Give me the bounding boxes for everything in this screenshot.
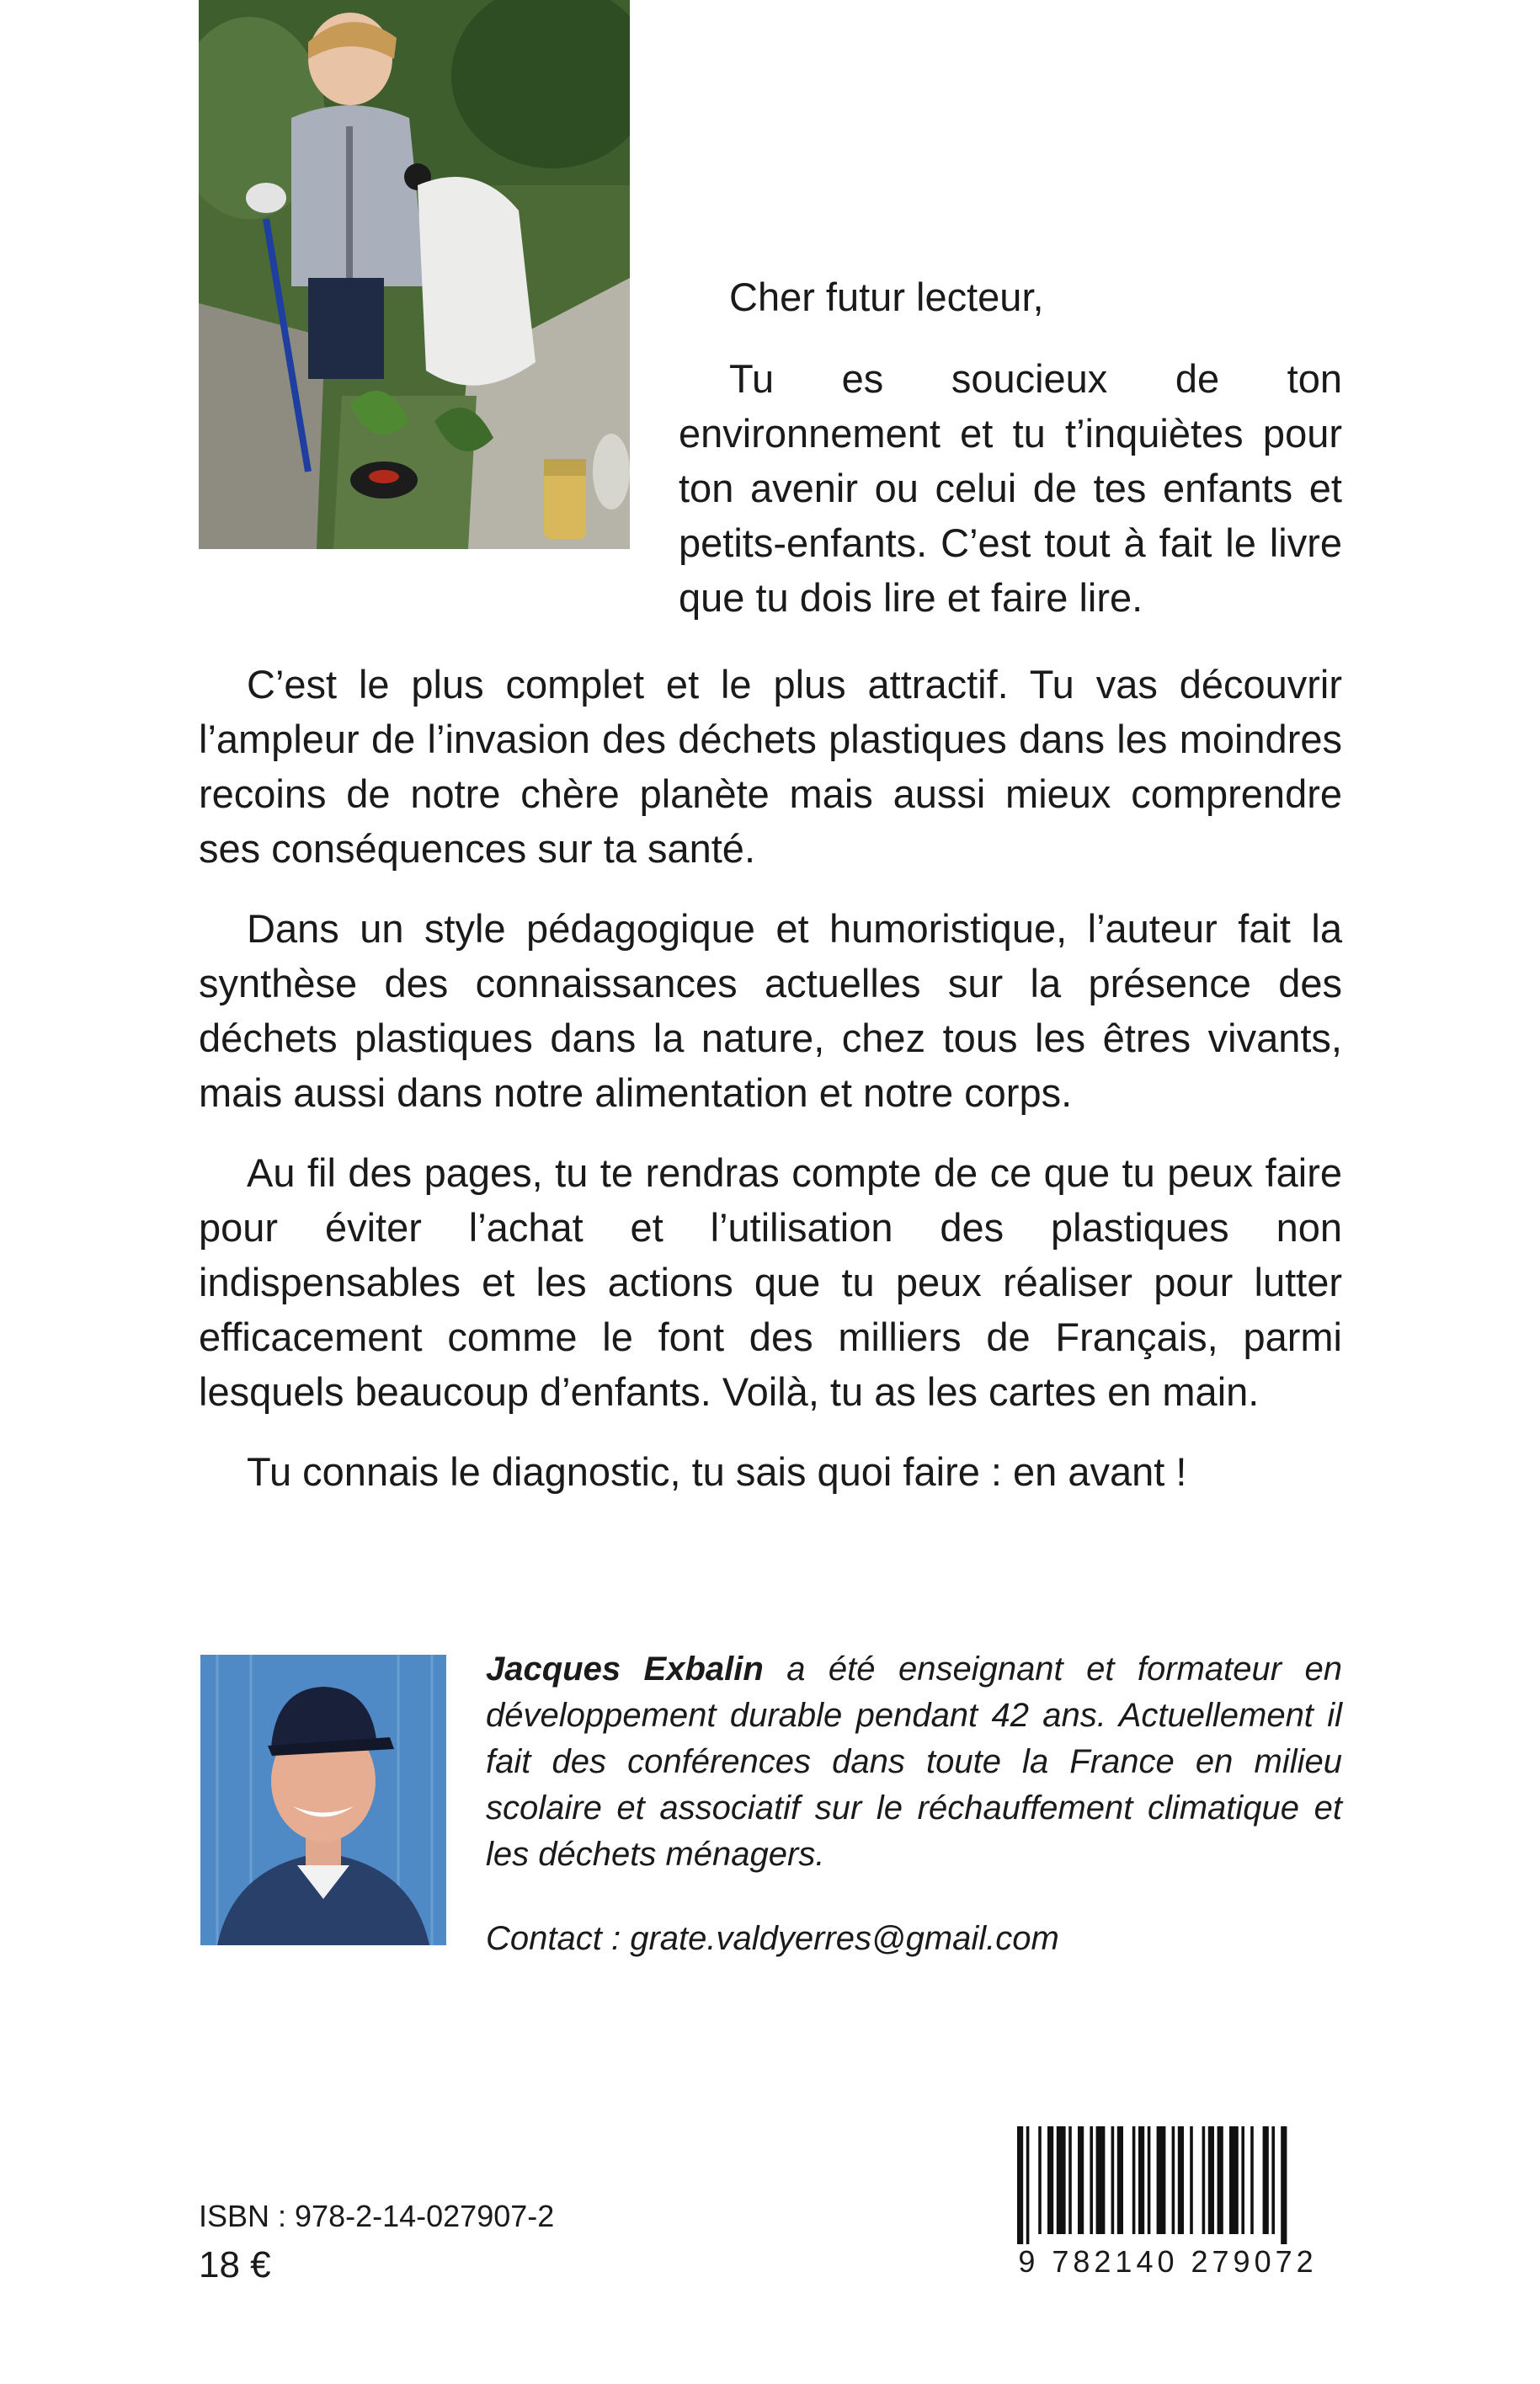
author-photo-illustration <box>200 1655 446 1945</box>
author-bio <box>486 1646 1342 1878</box>
barcode-bar <box>1281 2126 1287 2244</box>
barcode-bar <box>1017 2126 1023 2244</box>
barcode-bar <box>1263 2126 1269 2234</box>
barcode-bars <box>994 2126 1342 2244</box>
barcode-bar <box>1229 2126 1239 2234</box>
barcode-bar <box>1271 2126 1275 2234</box>
blurb-text <box>199 657 1342 1524</box>
greeting: Cher futur lecteur, <box>729 275 1044 319</box>
child-collecting-trash-photo <box>199 0 630 549</box>
barcode-bar <box>1178 2126 1184 2234</box>
barcode-bar <box>1148 2126 1151 2234</box>
barcode-bar <box>1172 2126 1175 2234</box>
price: 18 € <box>199 2244 271 2285</box>
barcode-bar <box>1078 2126 1084 2234</box>
barcode-bar <box>1190 2126 1193 2234</box>
barcode-bar <box>1241 2126 1244 2234</box>
intro-paragraph: Tu es soucieux de ton environnement et tu t’inquiètes pour ton avenir ou celui de tes enfants et petits-enfants. C’est tout à fait le livre que tu dois lire et faire lire. <box>679 356 1342 620</box>
author-bio-paragraph <box>486 1646 1342 1878</box>
blurb-paragraph-1: C’est le plus complet et le plus attractif. Tu vas découvrir l’ampleur de l’invasion des déchets plastiques dans les moindres recoins de notre chère planète mais aussi mieux comprendre ses conséquences sur ta santé. <box>199 662 1342 871</box>
blurb-paragraph-4: Tu connais le diagnostic, tu sais quoi faire : en avant ! <box>247 1449 1187 1494</box>
barcode-bar <box>1047 2126 1053 2234</box>
barcode-bar <box>1038 2126 1042 2234</box>
blurb-paragraph-2: Dans un style pédagogique et humoristique, l’auteur fait la synthèse des connaissances actuelles sur la présence des déchets plastiques dans la nature, chez tous les êtres vivants, mais aussi dans notre alimentation et notre corps. <box>199 906 1342 1115</box>
author-photo <box>200 1655 446 1945</box>
barcode-bar <box>1111 2126 1115 2234</box>
blurb-paragraph-3: Au fil des pages, tu te rendras compte de ce que tu peux faire pour éviter l’achat et l’utilisation des plastiques non indispensables et les actions que tu peux réaliser pour lutter efficacement comme le font des milliers de Français, parmi lesquels beaucoup d’enfants. Voilà, tu as les cartes en main. <box>199 1150 1342 1414</box>
barcode-bar <box>1208 2126 1214 2234</box>
author-name: Jacques Exbalin <box>486 1651 764 1688</box>
barcode-bar <box>1157 2126 1166 2234</box>
barcode-bar <box>1117 2126 1123 2234</box>
intro-block <box>679 269 1342 625</box>
barcode-bar <box>1132 2126 1136 2234</box>
author-contact[interactable]: Contact : grate.valdyerres@gmail.com <box>486 1920 1059 1957</box>
isbn: ISBN : 978-2-14-027907-2 <box>199 2199 555 2233</box>
barcode-digits: 9 782140 279072 <box>1018 2244 1318 2279</box>
child-photo-illustration <box>199 0 630 549</box>
barcode-bar <box>1218 2126 1223 2234</box>
barcode-bar <box>1250 2126 1254 2234</box>
barcode-bar <box>1057 2126 1066 2234</box>
barcode-bar <box>1026 2126 1030 2244</box>
barcode-bar <box>1202 2126 1206 2234</box>
barcode-bar <box>1068 2126 1072 2234</box>
author-bio-text: a été enseignant et formateur en développement durable pendant 42 ans. Actuellement il fait des conférences dans toute la France en milieu scolaire et associatif sur le réchauffement climatique et les déchets ménagers. <box>486 1651 1342 1873</box>
barcode-bar <box>1138 2126 1144 2234</box>
barcode-bar <box>1090 2126 1093 2234</box>
barcode-bar <box>1096 2126 1106 2234</box>
